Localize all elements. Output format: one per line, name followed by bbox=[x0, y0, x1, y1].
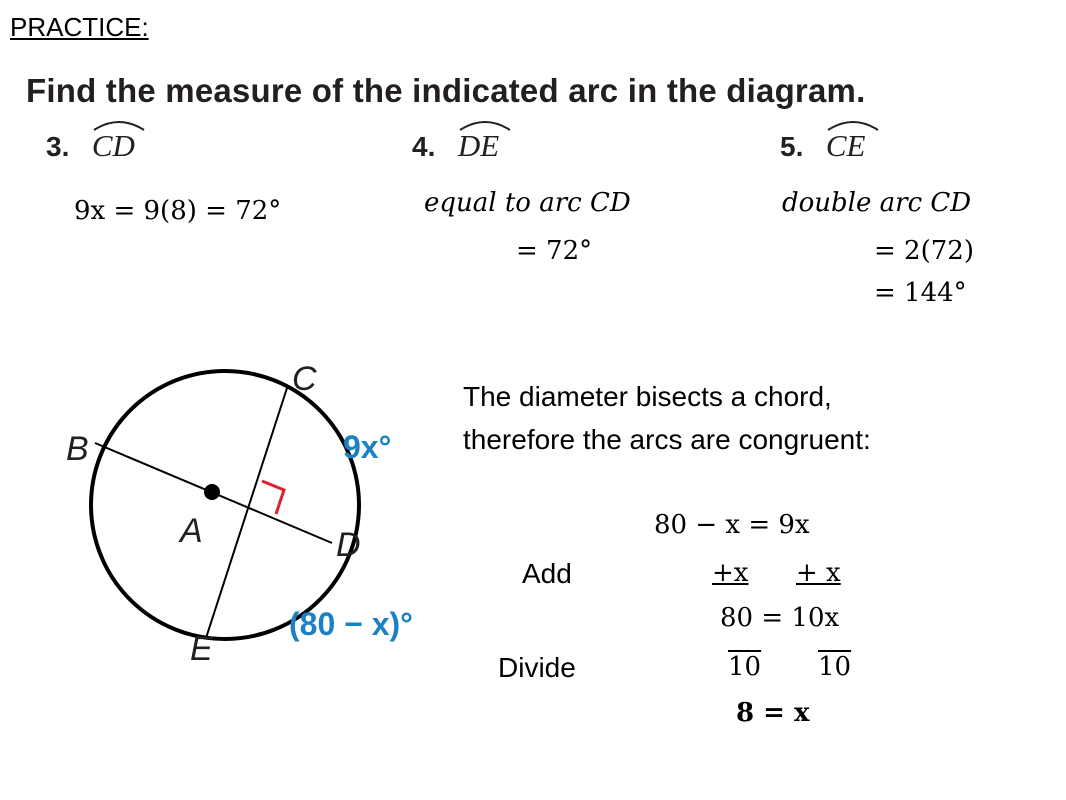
point-label-d: D bbox=[336, 526, 361, 564]
explanation bbox=[463, 375, 871, 461]
equation-2: 80 = 10x bbox=[720, 603, 840, 633]
problem-4 bbox=[412, 128, 499, 164]
arc-measure-de: (80 − x)° bbox=[289, 606, 413, 642]
arc-label: DE bbox=[458, 128, 499, 164]
center-point-a bbox=[204, 484, 220, 500]
problem-4-work-line-2: = 72° bbox=[516, 236, 593, 266]
equation-1: 80 − x = 9x bbox=[654, 510, 810, 540]
result: 8 = x bbox=[736, 698, 810, 728]
divide-right-term: 10 bbox=[818, 652, 852, 682]
problem-number: 5. bbox=[780, 131, 804, 162]
problem-5-work-line-3: = 144° bbox=[874, 278, 967, 308]
arc-symbol-icon bbox=[826, 118, 880, 132]
step-add-label: Add bbox=[522, 558, 572, 589]
circle-diagram bbox=[40, 350, 460, 670]
add-left-term: +x bbox=[712, 558, 749, 588]
point-label-b: B bbox=[66, 430, 89, 468]
problem-3-work-line-1: 9x = 9(8) = 72° bbox=[74, 196, 282, 226]
step-divide-label: Divide bbox=[498, 652, 576, 683]
problem-5-work-line-2: = 2(72) bbox=[874, 236, 974, 266]
arc-label: CD bbox=[92, 128, 135, 164]
explanation-line-1: The diameter bisects a chord, bbox=[463, 381, 832, 412]
problem-number: 4. bbox=[412, 131, 436, 162]
instruction-heading: Find the measure of the indicated arc in the diagram. bbox=[26, 72, 866, 109]
problem-number: 3. bbox=[46, 131, 70, 162]
circle bbox=[91, 371, 359, 639]
problem-4-work-line-1: equal to arc CD bbox=[424, 188, 631, 218]
add-right-term: + x bbox=[796, 558, 841, 588]
arc-symbol-icon bbox=[92, 118, 146, 132]
problem-3 bbox=[46, 128, 135, 164]
problem-5-work-line-1: double arc CD bbox=[782, 188, 972, 218]
explanation-line-2: therefore the arcs are congruent: bbox=[463, 424, 871, 455]
arc-symbol-icon bbox=[458, 118, 512, 132]
right-angle-mark bbox=[262, 481, 284, 514]
point-label-c: C bbox=[292, 360, 317, 398]
problem-5 bbox=[780, 128, 865, 164]
point-label-a: A bbox=[180, 512, 203, 550]
practice-label: PRACTICE: bbox=[10, 12, 149, 42]
divide-left-term: 10 bbox=[728, 652, 762, 682]
arc-measure-cd: 9x° bbox=[343, 429, 392, 465]
point-label-e: E bbox=[190, 630, 213, 668]
arc-label: CE bbox=[826, 128, 866, 164]
